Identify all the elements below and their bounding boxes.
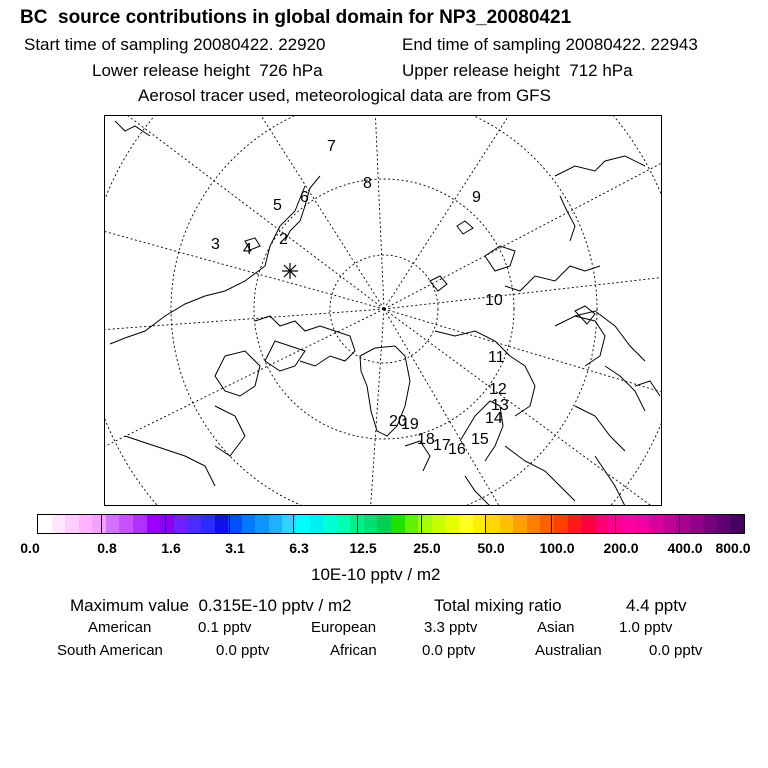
colorbar-cell [65,515,79,533]
colorbar-cell [540,515,554,533]
colorbar-cell [133,515,147,533]
colorbar-cell [730,515,744,533]
colorbar-cell [418,515,432,533]
coastline-alaska [285,176,320,241]
trajectory-label: 3 [211,236,220,253]
coastline-east-canada [125,436,215,486]
colorbar-cell [215,515,229,533]
colorbar-cell [581,515,595,533]
region-name: Asian [537,619,575,636]
meridian [375,116,384,309]
colorbar-cell [622,515,636,533]
coastline-iberia [465,476,490,506]
total-mixing-ratio-value: 4.4 pptv [626,596,687,615]
colorbar-cell [595,515,609,533]
colorbar-cell [310,515,324,533]
trajectory-label: 10 [485,292,503,309]
trajectory-label: 20 [389,413,407,430]
star-cross-icon [282,263,298,279]
island-svalbard [430,276,447,291]
colorbar-cell [377,515,391,533]
region-value: 0.0 pptv [649,642,703,659]
meridian [384,309,662,506]
island-franz-josef [457,221,473,234]
coastline-east-siberia [555,156,645,176]
trajectory-label: 4 [243,241,252,258]
graticule [105,116,662,506]
colorbar-cell [690,515,704,533]
coastline-east-asia [605,366,645,411]
colorbar-cell [323,515,337,533]
colorbar-cell [459,515,473,533]
trajectory-label: 12 [489,381,507,398]
colorbar-cell [527,515,541,533]
meridian [384,276,662,309]
meridian [384,116,515,309]
colorbar-tick-label: 800.0 [715,540,751,556]
region-name: American [88,619,152,636]
colorbar-cell [269,515,283,533]
colorbar-cell [228,515,242,533]
tracer-note: Aerosol tracer used, meteorological data are from GFS [138,86,551,105]
meridian [384,309,662,396]
trajectory-label: 17 [433,437,451,454]
colorbar [37,514,745,534]
colorbar-cell [174,515,188,533]
colorbar-cell [92,515,106,533]
colorbar-units: 10E-10 pptv / m2 [311,565,441,584]
colorbar-cell [255,515,269,533]
region-value: 3.3 pptv [424,619,478,636]
colorbar-tick-label: 50.0 [477,540,505,556]
coastline-mediterranean [505,446,575,501]
meridian [105,226,384,309]
colorbar-cell [635,515,649,533]
colorbar-tick-label: 100.0 [539,540,575,556]
meridian [370,309,384,506]
colorbar-cell [432,515,446,533]
colorbar-tick-label: 6.3 [289,540,309,556]
colorbar-cell [282,515,296,533]
meridian [384,156,662,309]
colorbar-cell [568,515,582,533]
region-value: 0.1 pptv [198,619,252,636]
colorbar-cell [160,515,174,533]
trajectory-label: 18 [417,431,435,448]
colorbar-tick-label: 25.0 [413,540,441,556]
colorbar-tick-label: 12.5 [349,540,377,556]
colorbar-cell [337,515,351,533]
trajectory-labels [211,138,509,458]
trajectory-label: 6 [300,189,309,206]
colorbar-cell [486,515,500,533]
region-value: 1.0 pptv [619,619,673,636]
region-value: 0.0 pptv [422,642,476,659]
colorbar-cell [676,515,690,533]
end-time: End time of sampling 20080422. 22943 [402,35,698,54]
colorbar-cell [554,515,568,533]
colorbar-cell [405,515,419,533]
colorbar-cell [703,515,717,533]
region-name: African [330,642,377,659]
island-new-siberian [485,246,515,271]
colorbar-cell [391,515,405,533]
colorbar-cell [473,515,487,533]
trajectory-label: 19 [401,416,419,433]
colorbar-cell [608,515,622,533]
colorbar-cell [38,515,52,533]
coastline-taymyr [555,316,605,366]
trajectory-label: 15 [471,431,489,448]
start-time: Start time of sampling 20080422. 22920 [24,35,326,54]
region-name: Australian [535,642,602,659]
coastline-kamchatka [560,196,575,241]
coastline-caspian [575,406,625,451]
meridian [384,309,505,506]
colorbar-cell [201,515,215,533]
map-title: BC source contributions in global domain for NP3_20080421 [20,7,572,28]
colorbar-cell [242,515,256,533]
colorbar-cell [513,515,527,533]
colorbar-cell [350,515,364,533]
colorbar-cell [119,515,133,533]
colorbar-cell [717,515,731,533]
maximum-value: Maximum value 0.315E-10 pptv / m2 [70,596,352,615]
colorbar-tick-label: 1.6 [161,540,181,556]
colorbar-tick-label: 0.0 [20,540,40,556]
colorbar-cell [52,515,66,533]
total-mixing-ratio-label: Total mixing ratio [434,596,562,615]
trajectory-label: 16 [448,441,466,458]
colorbar-tick-label: 400.0 [667,540,703,556]
region-value: 0.0 pptv [216,642,270,659]
coastline-russia [435,331,535,416]
region-name: South American [57,642,163,659]
colorbar-tick-label: 200.0 [603,540,639,556]
meridian [105,309,384,331]
trajectory-label: 9 [472,189,481,206]
trajectory-label: 8 [363,175,372,192]
trajectory-label: 11 [488,349,505,366]
trajectory-label: 2 [279,231,288,248]
colorbar-cell [147,515,161,533]
polar-map [104,115,662,506]
upper-release-height: Upper release height 712 hPa [402,61,633,80]
trajectory-label: 13 [491,397,509,414]
colorbar-cell [79,515,93,533]
island [265,341,305,371]
colorbar-cell [445,515,459,533]
colorbar-cell [296,515,310,533]
colorbar-cell [106,515,120,533]
coastline-labrador [215,406,245,456]
trajectory-label: 14 [485,410,503,427]
trajectory-label: 7 [327,138,336,155]
colorbar-cell [364,515,378,533]
colorbar-cell [649,515,663,533]
colorbar-cell [187,515,201,533]
map-canvas [105,116,662,506]
colorbar-cell [663,515,677,533]
coastline-arabia [595,456,625,506]
colorbar-cell [500,515,514,533]
meridian [115,116,384,309]
colorbar-tick-label: 0.8 [97,540,117,556]
latitude-circle-edge [105,116,662,506]
region-name: European [311,619,377,636]
colorbar-tick-label: 3.1 [225,540,245,556]
lower-release-height: Lower release height 726 hPa [92,61,323,80]
coastline-siberia-north [505,266,600,291]
coastline-japan [635,381,660,396]
trajectory-label: 5 [273,197,282,214]
